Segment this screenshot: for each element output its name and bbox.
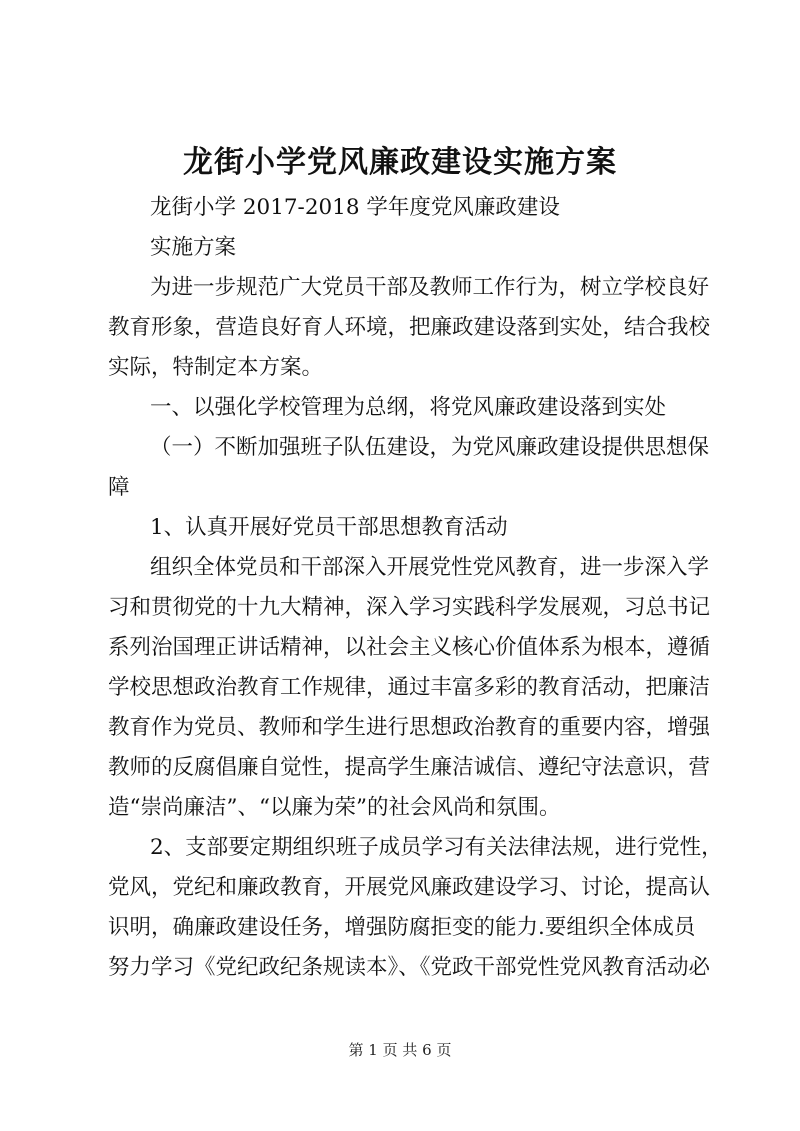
text-line-14: 教育作为党员、教师和学生进行思想政治教育的重要内容，增强 (108, 715, 711, 740)
text-line-15: 教师的反腐倡廉自觉性，提高学生廉洁诚信、遵纪守法意识，营 (108, 755, 711, 780)
text-line-3: 为进一步规范广大党员干部及教师工作行为，树立学校良好 (150, 275, 710, 300)
subsection-heading-1: （一）不断加强班子队伍建设，为党风廉政建设提供思想保 (150, 435, 710, 460)
page-footer: 第 1 页 共 6 页 (348, 1041, 452, 1059)
item-heading-2: 2、支部要定期组织班子成员学习有关法律法规，进行党性， (150, 835, 723, 860)
document-title: 龙街小学党风廉政建设实施方案 (183, 145, 617, 180)
text-line-18: 党风，党纪和廉政教育，开展党风廉政建设学习、讨论，提高认 (108, 875, 711, 900)
section-heading-1: 一、以强化学校管理为总纲，将党风廉政建设落到实处 (150, 395, 667, 420)
text-line-5: 实际，特制定本方案。 (108, 355, 324, 380)
text-line-20: 努力学习《党纪政纪条规读本》、《党政干部党性党风教育活动必 (108, 955, 711, 980)
text-line-16: 造“崇尚廉洁”、“以廉为荣”的社会风尚和氛围。 (108, 795, 561, 820)
text-line-8: 障 (108, 475, 130, 500)
text-line-2: 实施方案 (150, 235, 237, 260)
item-heading-1: 1、认真开展好党员干部思想教育活动 (150, 515, 508, 540)
text-line-1: 龙街小学 2017-2018 学年度党风廉政建设 (150, 195, 560, 220)
text-line-4: 教育形象，营造良好育人环境，把廉政建设落到实处，结合我校 (108, 315, 711, 340)
text-line-12: 系列治国理正讲话精神，以社会主义核心价值体系为根本，遵循 (108, 635, 711, 660)
text-line-11: 习和贯彻党的十九大精神，深入学习实践科学发展观，习总书记 (108, 595, 711, 620)
text-line-10: 组织全体党员和干部深入开展党性党风教育，进一步深入学 (150, 555, 710, 580)
text-line-13: 学校思想政治教育工作规律，通过丰富多彩的教育活动，把廉洁 (108, 675, 711, 700)
text-line-19: 识明，确廉政建设任务，增强防腐拒变的能力.要组织全体成员 (108, 915, 696, 940)
